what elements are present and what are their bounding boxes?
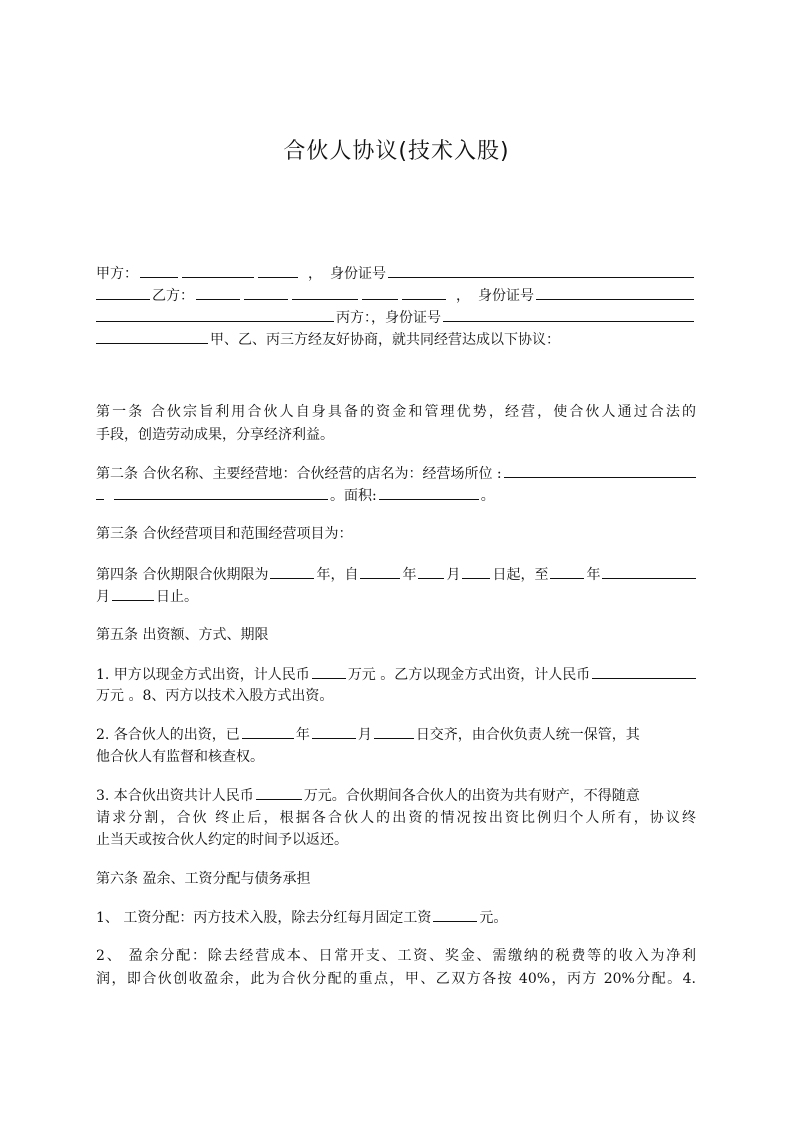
page-title: 合伙人协议(技术入股): [283, 139, 510, 164]
blank[interactable]: [96, 284, 150, 300]
party-jia-line: [96, 262, 696, 284]
period: 。: [480, 488, 495, 504]
article3-line1: 第三条 合伙经营项目和范围经营项目为：: [96, 526, 353, 542]
article4-line2: [96, 585, 696, 607]
blank[interactable]: [96, 328, 208, 344]
article5-text: 年: [295, 727, 310, 743]
blank[interactable]: [270, 563, 314, 579]
blank[interactable]: [112, 585, 154, 601]
blank[interactable]: [374, 723, 414, 739]
article6-item2-line1: 2、 盈余分配：除去经营成本、日常开支、工资、奖金、需缴纳的税费等的收入为净利: [96, 948, 696, 964]
article5-text: 3. 本合伙出资共计人民币: [96, 788, 254, 804]
location-blank[interactable]: [504, 462, 696, 478]
comma: ，: [308, 266, 322, 282]
bing-label: 丙方：，身份证号: [336, 310, 441, 326]
blank[interactable]: [114, 484, 328, 500]
blank[interactable]: [96, 306, 334, 322]
article5-item3-line1: [96, 784, 696, 806]
id-blank[interactable]: [536, 284, 694, 300]
article2-line1: [96, 462, 696, 484]
party-yi-line: [96, 284, 696, 306]
article6-item1-line1: [96, 906, 696, 928]
area-blank[interactable]: [379, 484, 479, 500]
blank[interactable]: [312, 663, 346, 679]
article5-text: 2. 各合伙人的出资，已: [96, 727, 240, 743]
article5-heading: 第五条 出资额、方式、期限: [96, 627, 269, 643]
id-blank[interactable]: [443, 306, 694, 322]
blank[interactable]: [312, 723, 356, 739]
article5-item2-line2: 他合伙人有监督和核查权。: [96, 749, 264, 765]
article6-heading: 第六条 盈余、工资分配与债务承担: [96, 871, 311, 887]
article5-item2-line1: [96, 723, 696, 745]
article2-line2: [96, 484, 696, 506]
article4-text: 月: [96, 589, 110, 605]
article4-text: 年，自: [316, 567, 359, 583]
blank[interactable]: [196, 284, 240, 300]
article5-text: 万元。合伙期间各合伙人的出资为共有财产，不得随意: [303, 788, 640, 804]
blank[interactable]: [96, 484, 104, 500]
blank[interactable]: [433, 906, 477, 922]
blank[interactable]: [462, 563, 490, 579]
blank[interactable]: [602, 563, 696, 579]
blank[interactable]: [418, 563, 444, 579]
article5-item3-line2: 请求分割，合伙 终止后，根据各合伙人的出资的情况按出资比例归个人所有，协议终: [96, 810, 696, 826]
id-blank[interactable]: [388, 262, 694, 278]
yi-label: 乙方：: [152, 288, 194, 304]
area-label: 。面积:: [330, 488, 377, 504]
blank[interactable]: [182, 262, 254, 278]
id-label: 身份证号: [478, 288, 534, 304]
article1-line1: 第一条 合伙宗旨利用合伙人自身具备的资金和管理优势，经营，使合伙人通过合法的: [96, 404, 696, 420]
article5-text: 1. 甲方以现金方式出资，计人民币: [96, 667, 310, 683]
blank[interactable]: [592, 663, 696, 679]
party-bing-line: [96, 306, 696, 328]
article5-item1-line2: 万元 。8、丙方以技术入股方式出资。: [96, 688, 334, 704]
article4-text: 年: [402, 567, 417, 583]
article4-text: 第四条 合伙期限合伙期限为: [96, 567, 269, 583]
article4-text: 月: [446, 567, 461, 583]
article1-line2: 手段，创造劳动成果，分享经济利益。: [96, 427, 334, 443]
intro-text: 甲、乙、丙三方经友好协商，就共同经营达成以下协议：: [210, 332, 560, 348]
article6-text: 元。: [479, 910, 508, 926]
article4-text: 日止。: [156, 589, 198, 605]
blank[interactable]: [140, 262, 178, 278]
article4-text: 日起，至: [492, 567, 549, 583]
article5-text: 万元 。乙方以现金方式出资，计人民币: [347, 667, 591, 683]
article2-text: 第二条 合伙名称、主要经营地：合伙经营的店名为：经营场所位 :: [96, 466, 502, 482]
intro-line: [96, 328, 696, 350]
article5-item1-line1: [96, 663, 696, 685]
blank[interactable]: [402, 284, 446, 300]
id-label: 身份证号: [330, 266, 386, 282]
blank[interactable]: [242, 723, 294, 739]
blank[interactable]: [360, 563, 400, 579]
blank[interactable]: [244, 284, 288, 300]
article4-line1: [96, 563, 696, 585]
blank[interactable]: [550, 563, 584, 579]
blank[interactable]: [292, 284, 358, 300]
jia-label: 甲方：: [96, 266, 138, 282]
blank[interactable]: [258, 262, 298, 278]
article5-text: 月: [357, 727, 372, 743]
blank[interactable]: [362, 284, 398, 300]
blank[interactable]: [256, 784, 302, 800]
article5-text: 日交齐，由合伙负责人统一保管，其: [415, 727, 640, 743]
article6-item2-line2: 润，即合伙创收盈余，此为合伙分配的重点，甲、乙双方各按 40%，丙方 20%分配。4.: [96, 971, 696, 987]
article4-text: 年: [586, 567, 601, 583]
article5-item3-line3: 止当天或按合伙人约定的时间予以返还。: [96, 832, 348, 848]
comma: ，: [456, 288, 470, 304]
article6-text: 1、 工资分配：丙方技术入股，除去分红每月固定工资: [96, 910, 432, 926]
